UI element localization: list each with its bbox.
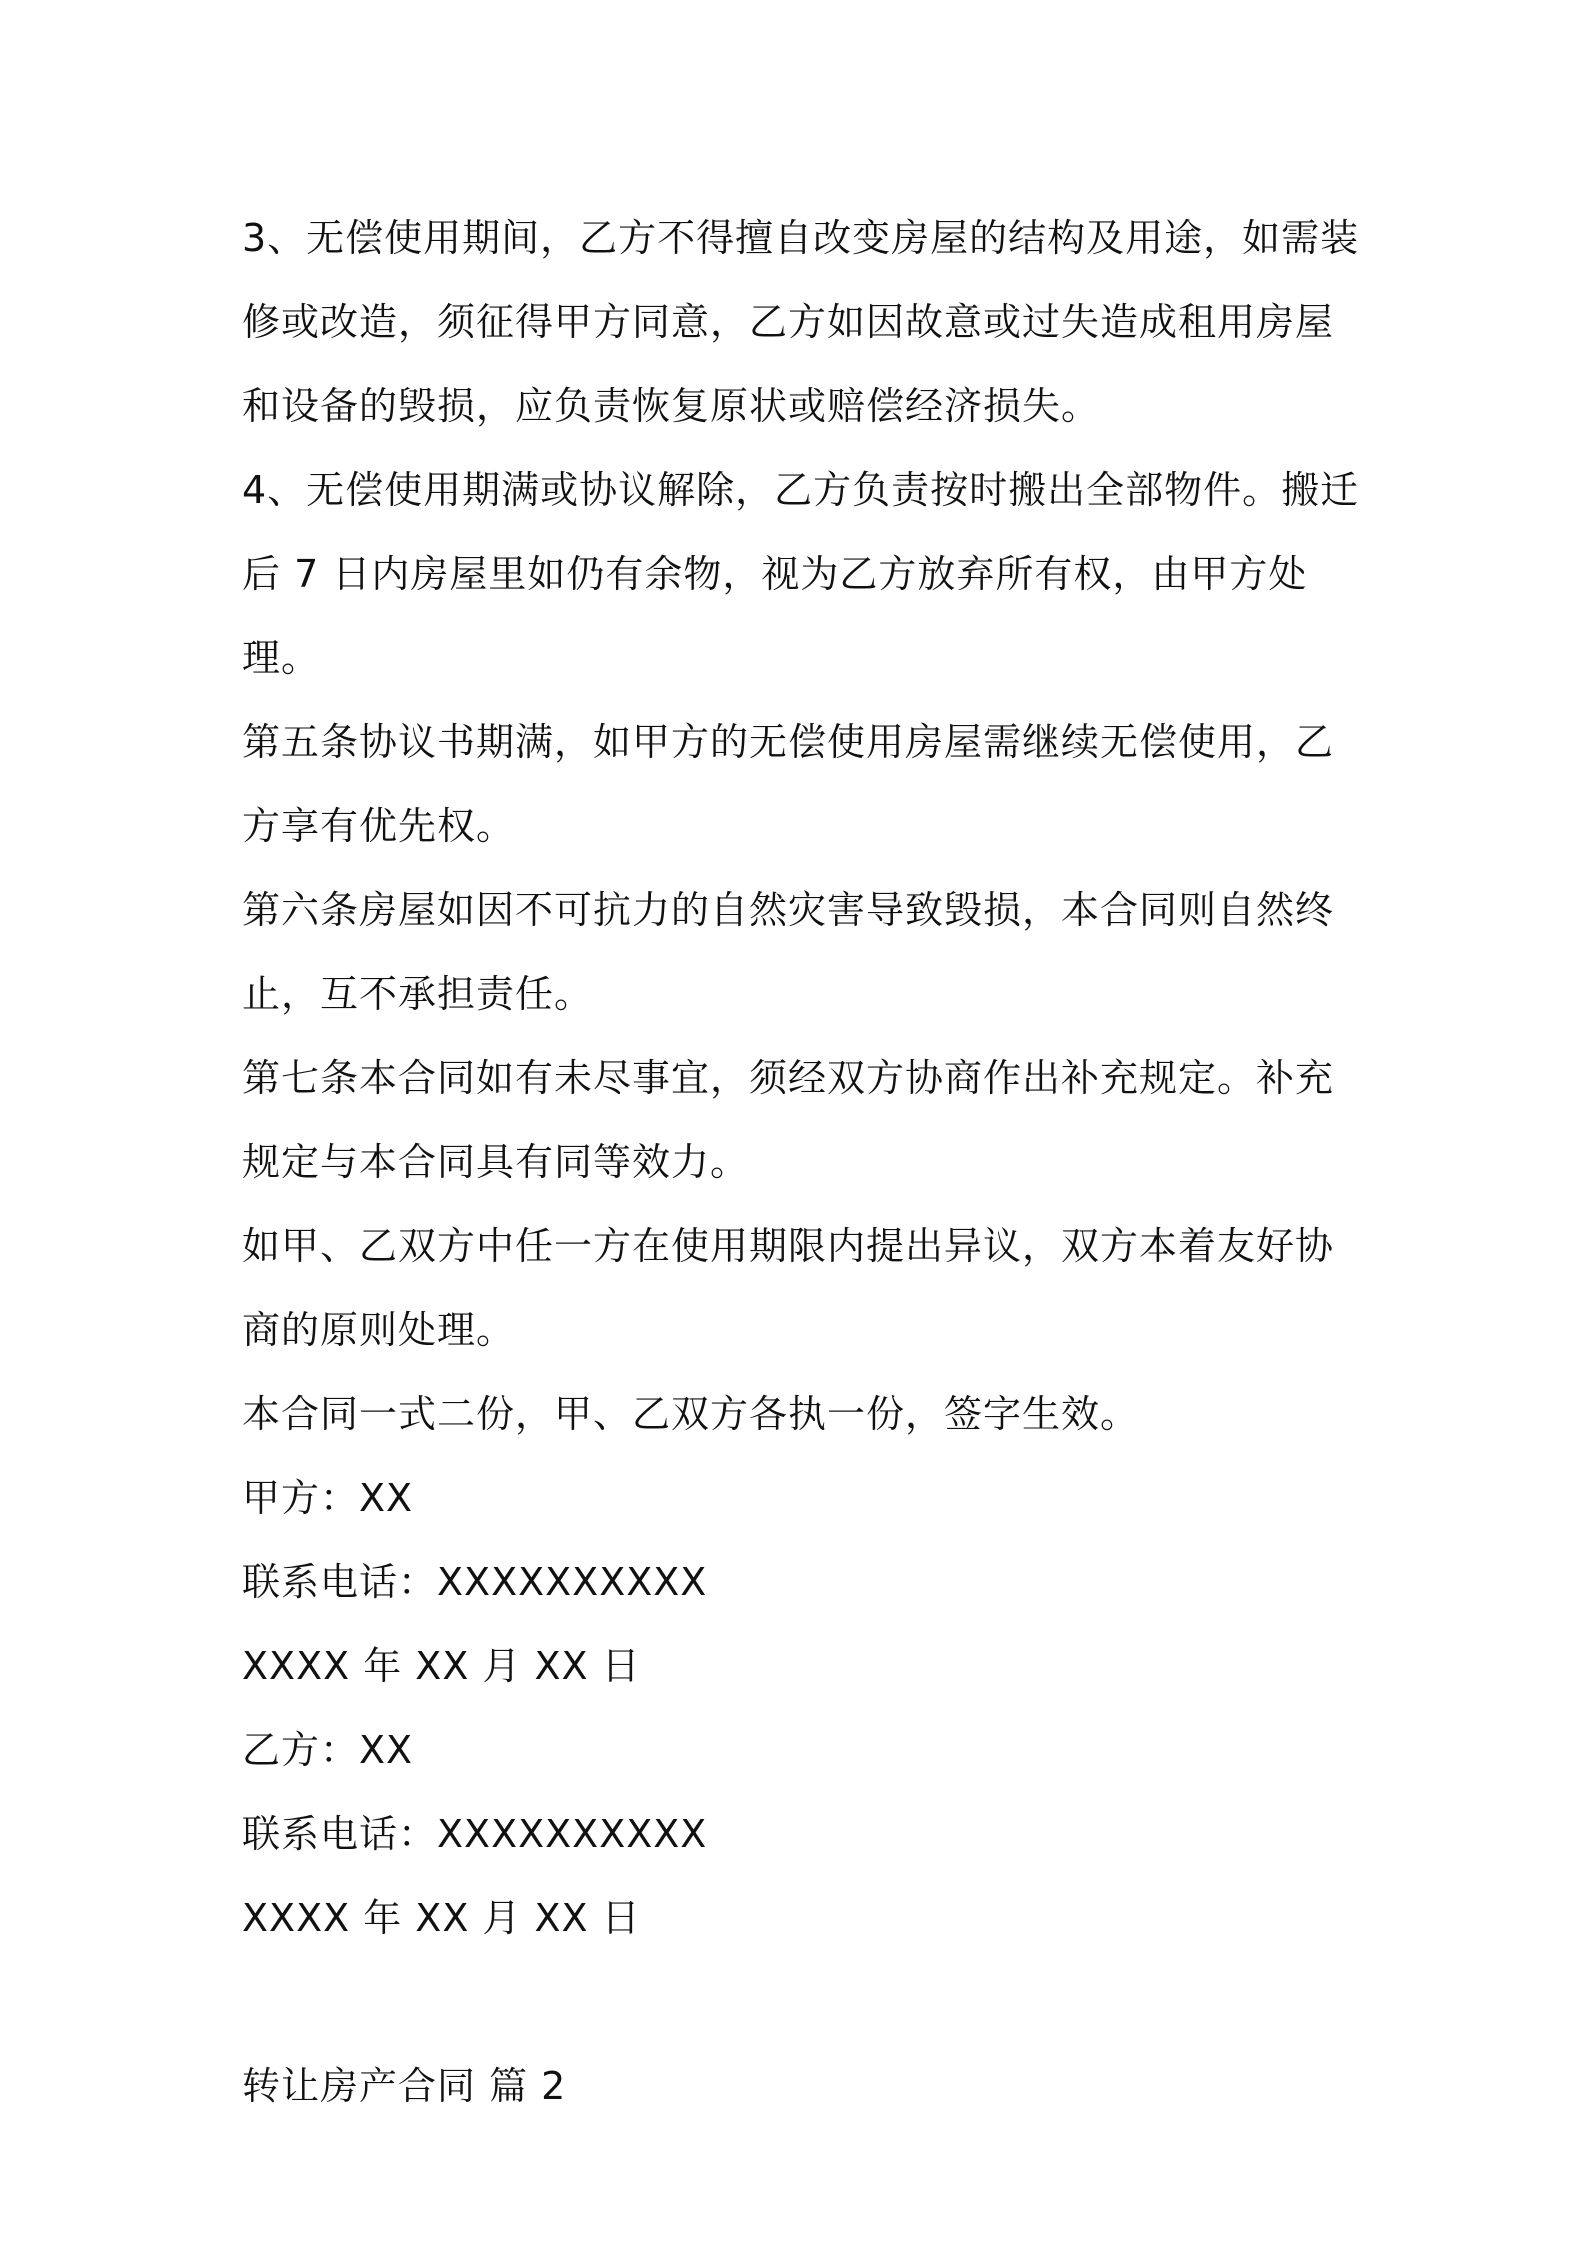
article-7: 第七条本合同如有未尽事宜，须经双方协商作出补充规定。补充规定与本合同具有同等效力。 [242, 1056, 1335, 1184]
party-a-date: XXXX 年 XX 月 XX 日 [242, 1644, 641, 1688]
clause-3: 3、无偿使用期间，乙方不得擅自改变房屋的结构及用途，如需装修或改造，须征得甲方同意，乙方如因故意或过失造成租用房屋和设备的毁损，应负责恢复原状或赔偿经济损失。 [242, 216, 1360, 428]
document-page [242, 196, 1362, 2128]
article-6: 第六条房屋如因不可抗力的自然灾害导致毁损，本合同则自然终止，互不承担责任。 [242, 888, 1335, 1016]
party-a-name: 甲方：XX [242, 1476, 414, 1520]
next-section-title: 转让房产合同 篇 2 [242, 2064, 567, 2108]
party-a-phone: 联系电话：XXXXXXXXXX [242, 1560, 708, 1604]
dispute-clause: 如甲、乙双方中任一方在使用期限内提出异议，双方本着友好协商的原则处理。 [242, 1224, 1335, 1352]
party-b-phone: 联系电话：XXXXXXXXXX [242, 1812, 708, 1856]
copies-clause: 本合同一式二份，甲、乙双方各执一份，签字生效。 [242, 1392, 1140, 1436]
party-b-name: 乙方：XX [242, 1728, 414, 1772]
party-b-date: XXXX 年 XX 月 XX 日 [242, 1896, 641, 1940]
section-spacer [242, 1960, 1362, 2044]
clause-4: 4、无偿使用期满或协议解除，乙方负责按时搬出全部物件。搬迁后 7 日内房屋里如仍有余物，视为乙方放弃所有权，由甲方处理。 [242, 468, 1360, 680]
article-5: 第五条协议书期满，如甲方的无偿使用房屋需继续无偿使用，乙方享有优先权。 [242, 720, 1335, 848]
